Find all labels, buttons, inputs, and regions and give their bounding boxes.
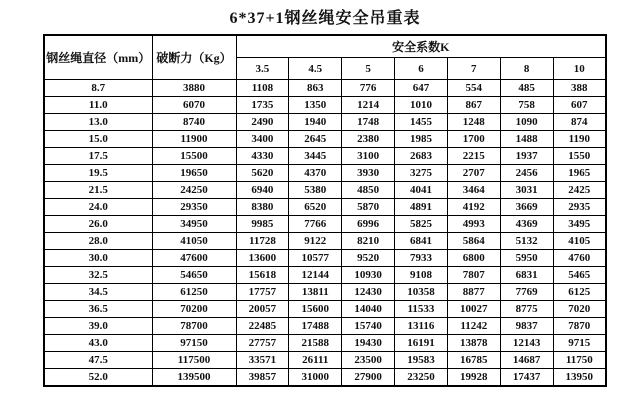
breaking-force-cell: 97150: [152, 335, 236, 352]
load-cell: 2935: [553, 199, 606, 216]
load-cell: 19928: [447, 369, 500, 387]
diameter-cell: 15.0: [44, 131, 152, 148]
load-cell: 4993: [447, 216, 500, 233]
load-cell: 4850: [342, 182, 395, 199]
diameter-cell: 47.5: [44, 352, 152, 369]
load-cell: 9715: [553, 335, 606, 352]
table-row: [44, 233, 606, 250]
diameter-cell: 17.5: [44, 148, 152, 165]
load-cell: 1214: [342, 97, 395, 114]
load-cell: 5132: [500, 233, 553, 250]
load-cell: 1550: [553, 148, 606, 165]
load-cell: 4369: [500, 216, 553, 233]
diameter-cell: 13.0: [44, 114, 152, 131]
table-row: [44, 318, 606, 335]
load-cell: 15618: [236, 267, 289, 284]
load-cell: 2380: [342, 131, 395, 148]
load-cell: 3031: [500, 182, 553, 199]
load-cell: 11533: [395, 301, 448, 318]
breaking-force-cell: 139500: [152, 369, 236, 387]
load-cell: 15600: [289, 301, 342, 318]
load-cell: 13878: [447, 335, 500, 352]
breaking-force-cell: 34950: [152, 216, 236, 233]
load-cell: 11242: [447, 318, 500, 335]
breaking-force-cell: 78700: [152, 318, 236, 335]
diameter-cell: 30.0: [44, 250, 152, 267]
table-header: [44, 35, 606, 80]
load-cell: 13811: [289, 284, 342, 301]
table-row: [44, 335, 606, 352]
load-cell: 22485: [236, 318, 289, 335]
breaking-force-cell: 8740: [152, 114, 236, 131]
k-value-header: 4.5: [289, 58, 342, 80]
diameter-cell: 26.0: [44, 216, 152, 233]
load-cell: 4370: [289, 165, 342, 182]
diameter-cell: 52.0: [44, 369, 152, 387]
load-cell: 7807: [447, 267, 500, 284]
table-row: [44, 182, 606, 199]
load-cell: 4760: [553, 250, 606, 267]
load-cell: 2425: [553, 182, 606, 199]
load-cell: 554: [447, 80, 500, 97]
breaking-force-cell: 61250: [152, 284, 236, 301]
load-cell: 12430: [342, 284, 395, 301]
load-cell: 1937: [500, 148, 553, 165]
load-cell: 1248: [447, 114, 500, 131]
load-cell: 13950: [553, 369, 606, 387]
load-cell: 5870: [342, 199, 395, 216]
load-cell: 485: [500, 80, 553, 97]
load-cell: 4192: [447, 199, 500, 216]
load-cell: 13600: [236, 250, 289, 267]
load-cell: 12144: [289, 267, 342, 284]
load-cell: 7020: [553, 301, 606, 318]
load-cell: 13116: [395, 318, 448, 335]
load-cell: 7769: [500, 284, 553, 301]
load-cell: 1488: [500, 131, 553, 148]
load-cell: 8775: [500, 301, 553, 318]
breaking-force-cell: 3880: [152, 80, 236, 97]
k-value-header: 7: [447, 58, 500, 80]
breaking-force-cell: 29350: [152, 199, 236, 216]
diameter-cell: 19.5: [44, 165, 152, 182]
load-cell: 27757: [236, 335, 289, 352]
diameter-cell: 21.5: [44, 182, 152, 199]
k-value-header: 8: [500, 58, 553, 80]
load-cell: 2707: [447, 165, 500, 182]
table-row: [44, 284, 606, 301]
table-row: [44, 80, 606, 97]
header-row-1: [44, 35, 606, 58]
load-cell: 23250: [395, 369, 448, 387]
load-cell: 1985: [395, 131, 448, 148]
load-cell: 758: [500, 97, 553, 114]
load-cell: 388: [553, 80, 606, 97]
table-row: [44, 114, 606, 131]
table-row: [44, 352, 606, 369]
load-cell: 776: [342, 80, 395, 97]
table-row: [44, 267, 606, 284]
load-cell: 2456: [500, 165, 553, 182]
load-cell: 16191: [395, 335, 448, 352]
safe-lifting-weight-table: [43, 34, 607, 387]
load-cell: 6520: [289, 199, 342, 216]
k-value-header: 10: [553, 58, 606, 80]
table-row: [44, 148, 606, 165]
diameter-cell: 36.5: [44, 301, 152, 318]
breaking-force-cell: 41050: [152, 233, 236, 250]
load-cell: 5950: [500, 250, 553, 267]
load-cell: 11728: [236, 233, 289, 250]
load-cell: 27900: [342, 369, 395, 387]
load-cell: 647: [395, 80, 448, 97]
load-cell: 12143: [500, 335, 553, 352]
diameter-cell: 32.5: [44, 267, 152, 284]
load-cell: 874: [553, 114, 606, 131]
load-cell: 9985: [236, 216, 289, 233]
load-cell: 4891: [395, 199, 448, 216]
load-cell: 17488: [289, 318, 342, 335]
load-cell: 3445: [289, 148, 342, 165]
load-cell: 1748: [342, 114, 395, 131]
load-cell: 23500: [342, 352, 395, 369]
k-value-header: 3.5: [236, 58, 289, 80]
load-cell: 2645: [289, 131, 342, 148]
load-cell: 7766: [289, 216, 342, 233]
diameter-cell: 24.0: [44, 199, 152, 216]
load-cell: 9108: [395, 267, 448, 284]
load-cell: 6800: [447, 250, 500, 267]
load-cell: 9122: [289, 233, 342, 250]
k-value-header: 6: [395, 58, 448, 80]
load-cell: 14687: [500, 352, 553, 369]
load-cell: 3669: [500, 199, 553, 216]
load-cell: 6841: [395, 233, 448, 250]
load-cell: 6996: [342, 216, 395, 233]
load-cell: 15740: [342, 318, 395, 335]
load-cell: 1190: [553, 131, 606, 148]
breaking-force-cell: 54650: [152, 267, 236, 284]
load-cell: 26111: [289, 352, 342, 369]
load-cell: 14040: [342, 301, 395, 318]
load-cell: 5864: [447, 233, 500, 250]
load-cell: 8380: [236, 199, 289, 216]
load-cell: 1350: [289, 97, 342, 114]
load-cell: 6125: [553, 284, 606, 301]
table-row: [44, 250, 606, 267]
load-cell: 10027: [447, 301, 500, 318]
load-cell: 11750: [553, 352, 606, 369]
load-cell: 4105: [553, 233, 606, 250]
load-cell: 607: [553, 97, 606, 114]
load-cell: 5825: [395, 216, 448, 233]
safety-factor-group-header: 安全系数K: [236, 35, 606, 58]
load-cell: 7933: [395, 250, 448, 267]
load-cell: 5620: [236, 165, 289, 182]
load-cell: 10930: [342, 267, 395, 284]
table-row: [44, 199, 606, 216]
diameter-cell: 39.0: [44, 318, 152, 335]
breaking-force-column-header: 破断力（Kg）: [152, 35, 236, 80]
load-cell: 8877: [447, 284, 500, 301]
load-cell: 1090: [500, 114, 553, 131]
load-cell: 2215: [447, 148, 500, 165]
breaking-force-cell: 70200: [152, 301, 236, 318]
load-cell: 4330: [236, 148, 289, 165]
breaking-force-cell: 6070: [152, 97, 236, 114]
load-cell: 3400: [236, 131, 289, 148]
load-cell: 17757: [236, 284, 289, 301]
load-cell: 6940: [236, 182, 289, 199]
load-cell: 3495: [553, 216, 606, 233]
load-cell: 1940: [289, 114, 342, 131]
diameter-cell: 34.5: [44, 284, 152, 301]
table-body: [44, 80, 606, 387]
load-cell: 4041: [395, 182, 448, 199]
load-cell: 8210: [342, 233, 395, 250]
load-cell: 16785: [447, 352, 500, 369]
diameter-cell: 11.0: [44, 97, 152, 114]
diameter-cell: 28.0: [44, 233, 152, 250]
table-row: [44, 97, 606, 114]
load-cell: 863: [289, 80, 342, 97]
load-cell: 3464: [447, 182, 500, 199]
load-cell: 19430: [342, 335, 395, 352]
breaking-force-cell: 19650: [152, 165, 236, 182]
table-row: [44, 131, 606, 148]
load-cell: 1108: [236, 80, 289, 97]
load-cell: 39857: [236, 369, 289, 387]
load-cell: 33571: [236, 352, 289, 369]
load-cell: 9837: [500, 318, 553, 335]
breaking-force-cell: 11900: [152, 131, 236, 148]
breaking-force-cell: 47600: [152, 250, 236, 267]
load-cell: 1455: [395, 114, 448, 131]
load-cell: 3930: [342, 165, 395, 182]
load-cell: 2683: [395, 148, 448, 165]
load-cell: 1735: [236, 97, 289, 114]
diameter-cell: 8.7: [44, 80, 152, 97]
load-cell: 20057: [236, 301, 289, 318]
diameter-cell: 43.0: [44, 335, 152, 352]
load-cell: 17437: [500, 369, 553, 387]
k-value-header: 5: [342, 58, 395, 80]
load-cell: 1700: [447, 131, 500, 148]
load-cell: 3275: [395, 165, 448, 182]
load-cell: 1965: [553, 165, 606, 182]
load-cell: 5465: [553, 267, 606, 284]
load-cell: 6831: [500, 267, 553, 284]
table-row: [44, 369, 606, 387]
load-cell: 7870: [553, 318, 606, 335]
load-cell: 9520: [342, 250, 395, 267]
load-cell: 31000: [289, 369, 342, 387]
diameter-column-header: 钢丝绳直径（mm）: [44, 35, 152, 80]
breaking-force-cell: 15500: [152, 148, 236, 165]
load-cell: 10358: [395, 284, 448, 301]
load-cell: 1010: [395, 97, 448, 114]
load-cell: 3100: [342, 148, 395, 165]
load-cell: 867: [447, 97, 500, 114]
table-row: [44, 216, 606, 233]
breaking-force-cell: 117500: [152, 352, 236, 369]
load-cell: 19583: [395, 352, 448, 369]
load-cell: 21588: [289, 335, 342, 352]
load-cell: 2490: [236, 114, 289, 131]
table-row: [44, 301, 606, 318]
load-cell: 10577: [289, 250, 342, 267]
load-cell: 5380: [289, 182, 342, 199]
table-row: [44, 165, 606, 182]
page-title: 6*37+1钢丝绳安全吊重表: [229, 10, 421, 27]
breaking-force-cell: 24250: [152, 182, 236, 199]
